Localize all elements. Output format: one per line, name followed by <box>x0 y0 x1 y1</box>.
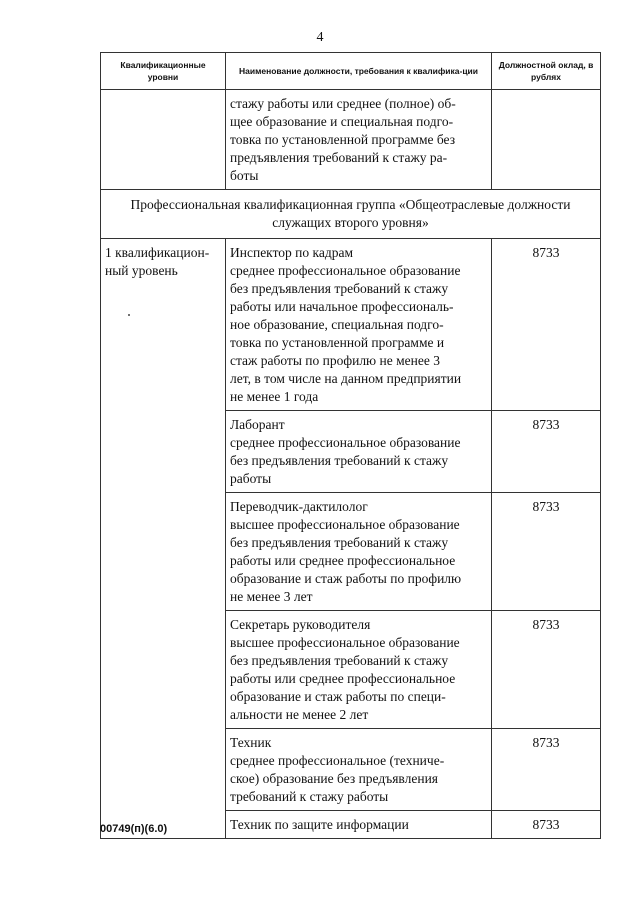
position-requirements: среднее профессиональное образование без предъявления требований к стажу работы или начальное профессиональ- ное образование, специальная подго- товка по установленной программе и стаж работы по профилю не менее 3 лет, в том числе на данном предприятии не менее 1 года <box>230 263 462 404</box>
position-requirements: высшее профессиональное образование без предъявления требований к стажу работы или среднее профессиональное образование и стаж работы по профилю не менее 3 лет <box>230 517 462 604</box>
group-row <box>101 190 601 239</box>
continuation-text: стажу работы или среднее (полное) об- щее образование и специальная подго- товка по установленной программе без предъявления требований к стажу ра- боты <box>226 90 492 190</box>
page-number: 4 <box>316 30 324 45</box>
position-requirements: среднее профессиональное (техниче- ское) образование без предъявления требований к стажу работы <box>230 753 445 804</box>
document-code: 00749(п)(6.0) <box>100 823 168 835</box>
position-cell <box>226 239 492 411</box>
position-title: Переводчик-дактилолог <box>230 499 368 514</box>
level-label: 1 квалификацион- ный уровень <box>101 239 226 839</box>
position-title: Техник по защите информации <box>230 817 409 832</box>
continuation-row <box>101 90 601 190</box>
position-title: Инспектор по кадрам <box>230 245 354 260</box>
salary-cell: 8733 <box>492 611 601 729</box>
position-cell <box>226 811 492 839</box>
header-salary: Должностной оклад, в рублях <box>492 53 601 90</box>
position-cell <box>226 411 492 493</box>
position-cell <box>226 729 492 811</box>
header-qualification-levels: Квалификационные уровни <box>101 53 226 90</box>
continuation-level-cell <box>101 90 226 190</box>
position-title: Лаборант <box>230 417 285 432</box>
position-requirements: высшее профессиональное образование без предъявления требований к стажу работы или среднее профессиональное образование и стаж работы по специ- альности не менее 2 лет <box>230 635 460 722</box>
continuation-salary-cell <box>492 90 601 190</box>
salary-cell: 8733 <box>492 729 601 811</box>
table-header-row <box>101 53 601 90</box>
salary-cell: 8733 <box>492 811 601 839</box>
position-title: Секретарь руководителя <box>230 617 371 632</box>
salary-cell: 8733 <box>492 493 601 611</box>
position-cell <box>226 611 492 729</box>
table-row <box>101 239 601 411</box>
salary-cell: 8733 <box>492 411 601 493</box>
position-cell <box>226 493 492 611</box>
position-title: Техник <box>230 735 272 750</box>
qualification-table <box>100 52 601 839</box>
group-title: Профессиональная квалификационная группа «Общеотраслевые должности служащих второго уровня» <box>101 190 601 239</box>
salary-cell: 8733 <box>492 239 601 411</box>
scan-speck <box>128 314 130 316</box>
header-position-requirements: Наименование должности, требования к квалифика-ции <box>226 53 492 90</box>
position-requirements: среднее профессиональное образование без предъявления требований к стажу работы <box>230 435 461 486</box>
